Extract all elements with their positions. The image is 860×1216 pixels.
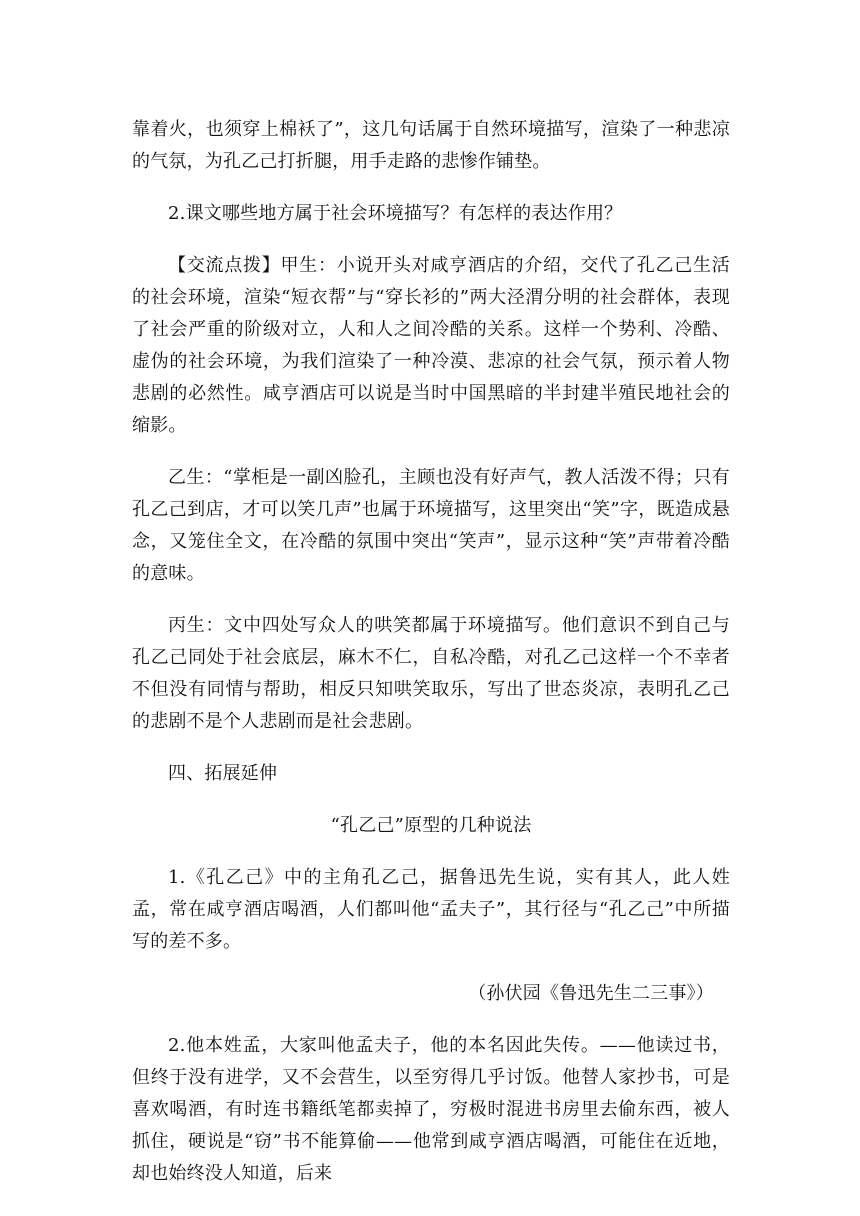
paragraph-item-1: 1.《孔乙己》中的主角孔乙己，据鲁迅先生说，实有其人，此人姓孟，常在咸亨酒店喝酒，人们都叫他“孟夫子”，其行径与“孔乙己”中所描写的差不多。	[132, 867, 730, 952]
subsection-title: “孔乙己”原型的几种说法	[330, 815, 532, 836]
paragraph-continuation: 靠着火，也须穿上棉袄了”，这几句话属于自然环境描写，渲染了一种悲凉的气氛，为孔乙己打折腿，用手走路的悲惨作铺垫。	[132, 119, 730, 172]
section-heading-extension: 四、拓展延伸	[168, 763, 278, 784]
paragraph-item-2: 2.他本姓孟，大家叫他孟夫子，他的本名因此失传。——他读过书，但终于没有进学，又不会营生，以至穷得几乎讨饭。他替人家抄书，可是喜欢喝酒，有时连书籍纸笔都卖掉了，穷极时混进书房里去偷东西，被人抓住，硬说是“窃”书不能算偷——他常到咸亨酒店喝酒，可能住在近地，却也始终没人知道，后来	[132, 1035, 730, 1184]
paragraph-jiasheng: 【交流点拨】甲生：小说开头对咸亨酒店的介绍，交代了孔乙己生活的社会环境，渲染“短衣帮”与“穿长衫的”两大泾渭分明的社会群体，表现了社会严重的阶级对立，人和人之间冷酷的关系。这样一个势利、冷酷、虚伪的社会环境，为我们渲染了一种冷漠、悲凉的社会气氛，预示着人物悲剧的必然性。咸亨酒店可以说是当时中国黑暗的半封建半殖民地社会的缩影。	[132, 255, 730, 436]
citation-source: （孙伏园《鲁迅先生二三事》）	[468, 983, 714, 1004]
question-2: 2.课文哪些地方属于社会环境描写？有怎样的表达作用？	[168, 203, 623, 224]
paragraph-bingsheng: 丙生：文中四处写众人的哄笑都属于环境描写。他们意识不到自己与孔乙己同处于社会底层，麻木不仁，自私冷酷，对孔乙己这样一个不幸者不但没有同情与帮助，相反只知哄笑取乐，写出了世态炎凉，表明孔乙己的悲剧不是个人悲剧而是社会悲剧。	[132, 615, 730, 732]
document-body	[132, 114, 730, 1210]
paragraph-yisheng: 乙生：“掌柜是一副凶脸孔，主顾也没有好声气，教人活泼不得；只有孔乙己到店，才可以笑几声”也属于环境描写，这里突出“笑”字，既造成悬念，又笼住全文，在冷酷的氛围中突出“笑声”，显示这种“笑”声带着冷酷的意味。	[132, 467, 730, 584]
